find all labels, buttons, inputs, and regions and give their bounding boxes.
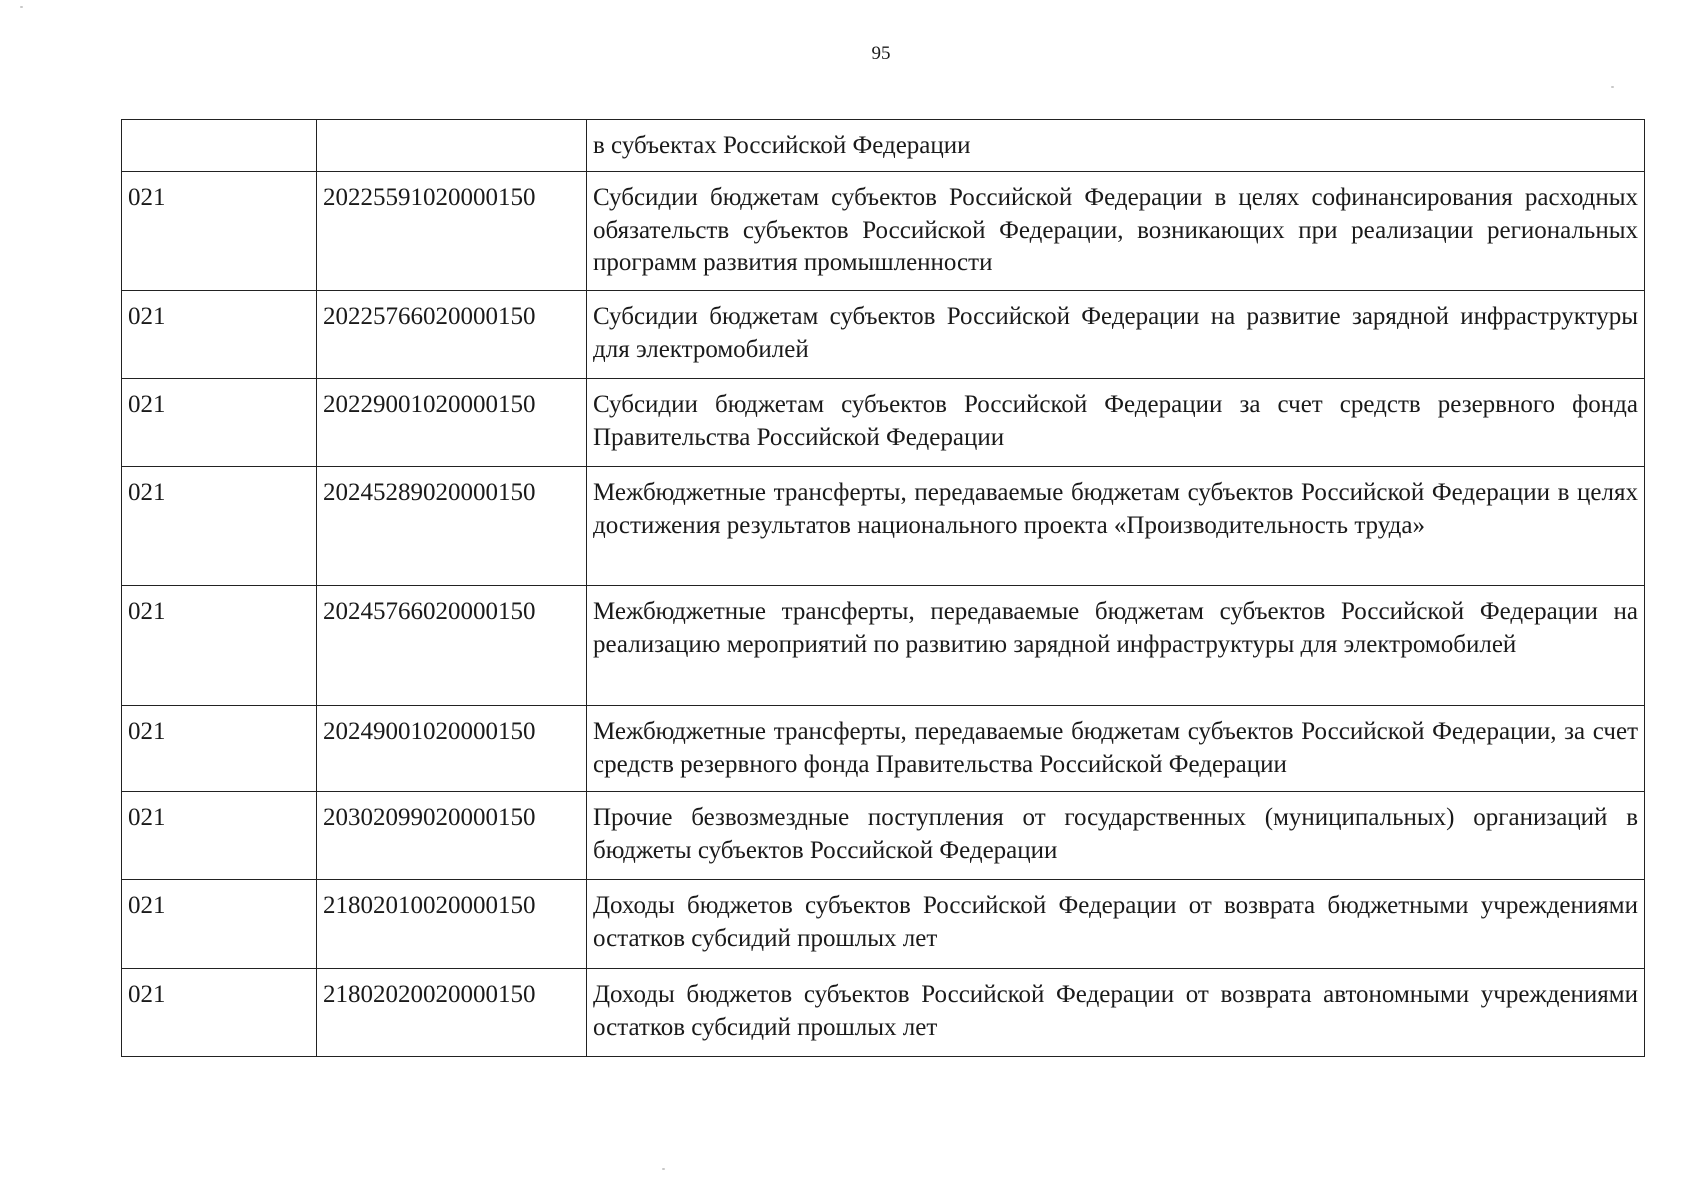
description-cell: Субсидии бюджетам субъектов Российской Федерации за счет средств резервного фонда Правительства Российской Федерации	[587, 379, 1645, 467]
income-code-cell: 20249001020000150	[317, 706, 587, 792]
description-cell: Межбюджетные трансферты, передаваемые бюджетам субъектов Российской Федерации в целях достижения результатов национального проекта «Производительность труда»	[587, 467, 1645, 586]
scan-speck	[1611, 86, 1614, 88]
table-row	[122, 379, 1645, 467]
income-code-cell: 20245766020000150	[317, 586, 587, 706]
income-code-cell: 20302099020000150	[317, 792, 587, 880]
description-cell: Доходы бюджетов субъектов Российской Федерации от возврата бюджетными учреждениями остатков субсидий прошлых лет	[587, 880, 1645, 969]
income-code-cell: 20229001020000150	[317, 379, 587, 467]
table-row	[122, 969, 1645, 1057]
table-row	[122, 467, 1645, 586]
admin-code-cell: 021	[122, 792, 317, 880]
description-cell: Прочие безвозмездные поступления от государственных (муниципальных) организаций в бюджеты субъектов Российской Федерации	[587, 792, 1645, 880]
income-codes-table	[121, 119, 1645, 1057]
admin-code-cell: 021	[122, 467, 317, 586]
description-cell: Субсидии бюджетам субъектов Российской Федерации на развитие зарядной инфраструктуры для электромобилей	[587, 291, 1645, 379]
income-code-cell: 20245289020000150	[317, 467, 587, 586]
income-code-cell: 20225591020000150	[317, 172, 587, 291]
table-row	[122, 120, 1645, 172]
income-code-cell: 20225766020000150	[317, 291, 587, 379]
admin-code-cell: 021	[122, 880, 317, 969]
admin-code-cell: 021	[122, 706, 317, 792]
income-code-cell	[317, 120, 587, 172]
page-number: 95	[871, 43, 891, 64]
admin-code-cell: 021	[122, 586, 317, 706]
table-row	[122, 586, 1645, 706]
admin-code-cell: 021	[122, 291, 317, 379]
table-row	[122, 172, 1645, 291]
income-code-cell: 21802010020000150	[317, 880, 587, 969]
scan-speck	[662, 1168, 665, 1170]
table-row	[122, 880, 1645, 969]
admin-code-cell: 021	[122, 379, 317, 467]
description-cell: Доходы бюджетов субъектов Российской Федерации от возврата автономными учреждениями остатков субсидий прошлых лет	[587, 969, 1645, 1057]
description-cell: в субъектах Российской Федерации	[587, 120, 1645, 172]
table-row	[122, 706, 1645, 792]
description-cell: Межбюджетные трансферты, передаваемые бюджетам субъектов Российской Федерации на реализацию мероприятий по развитию зарядной инфраструктуры для электромобилей	[587, 586, 1645, 706]
admin-code-cell: 021	[122, 969, 317, 1057]
scan-speck	[20, 6, 23, 8]
admin-code-cell	[122, 120, 317, 172]
admin-code-cell: 021	[122, 172, 317, 291]
description-cell: Субсидии бюджетам субъектов Российской Федерации в целях софинансирования расходных обязательств субъектов Российской Федерации, возникающих при реализации региональных программ развития промышленности	[587, 172, 1645, 291]
table-row	[122, 792, 1645, 880]
income-code-cell: 21802020020000150	[317, 969, 587, 1057]
table-row	[122, 291, 1645, 379]
description-cell: Межбюджетные трансферты, передаваемые бюджетам субъектов Российской Федерации, за счет средств резервного фонда Правительства Российской Федерации	[587, 706, 1645, 792]
